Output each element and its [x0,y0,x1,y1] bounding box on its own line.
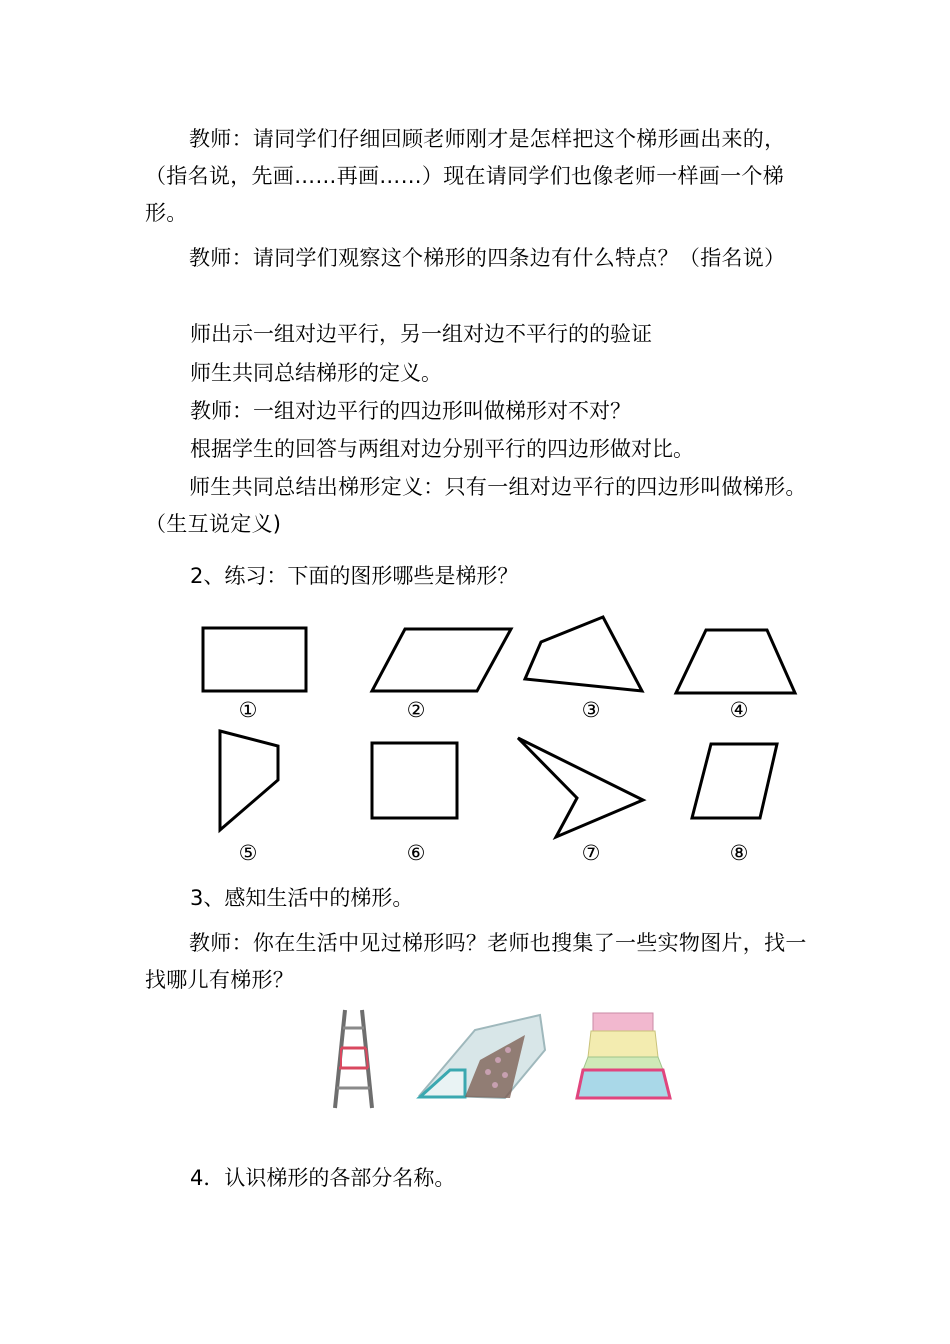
vaulting-box-image [577,1013,670,1098]
figure-label: ③ [581,698,601,722]
paragraph-show-verification: 师出示一组对边平行，另一组对边不平行的的验证 [190,322,652,346]
glass-case-image [420,1015,545,1098]
ladder-image [335,1010,372,1108]
figure-label: ② [406,698,426,722]
paragraph-summarize-definition: 师生共同总结梯形的定义。 [190,361,442,385]
parts-heading: 4．认识梯形的各部分名称。 [190,1166,456,1190]
figure-label: ⑦ [581,841,601,865]
paragraph-redraw-trapezoid: 教师：请同学们仔细回顾老师刚才是怎样把这个梯形画出来的，（指名说，先画……再画……）现在请同学们也像老师一样画一个梯形。 [145,127,786,225]
exercise-heading: 2、练习：下面的图形哪些是梯形？ [190,564,519,588]
figure-trapezoid [676,630,795,693]
paragraph-question-definition: 教师：一组对边平行的四边形叫做梯形对不对？ [190,399,631,423]
figure-right-trapezoid [220,731,278,830]
figure-quadrilateral [525,617,642,691]
paragraph-compare-parallelogram: 根据学生的回答与两组对边分别平行的四边形做对比。 [190,437,694,461]
paragraph-final-definition: 师生共同总结出梯形定义：只有一组对边平行的四边形叫做梯形。（生互说定义) [145,475,807,536]
figure-label: ④ [729,698,749,722]
paragraph-life-question: 教师：你在生活中见过梯形吗？老师也搜集了一些实物图片，找一找哪儿有梯形？ [145,931,807,992]
figure-arrow-shape [518,738,643,837]
figure-label: ⑥ [406,841,426,865]
figure-label: ① [238,698,258,722]
figure-rhombus [692,744,777,818]
figure-rectangle [203,628,306,691]
life-heading: 3、感知生活中的梯形。 [190,886,414,910]
figure-square [372,743,457,818]
figure-label: ⑤ [238,841,258,865]
paragraph-observe-sides: 教师：请同学们观察这个梯形的四条边有什么特点？（指名说） [189,246,786,270]
figure-label: ⑧ [729,841,749,865]
figure-parallelogram [372,629,511,691]
